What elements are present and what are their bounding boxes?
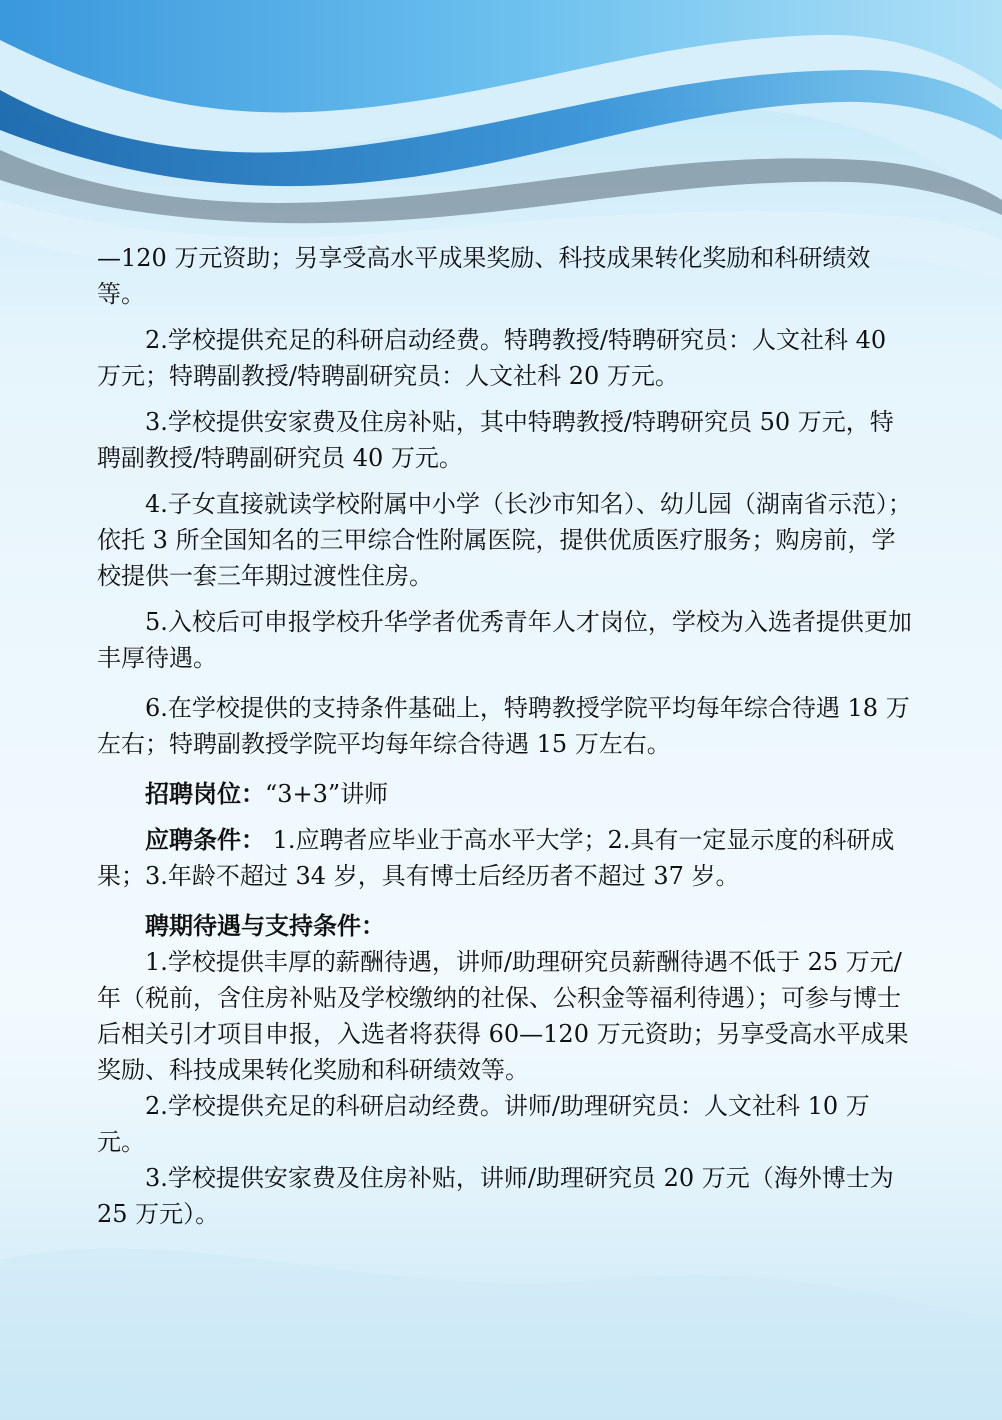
benefit-a-4: 4.子女直接就读学校附属中小学（长沙市知名）、幼儿园（湖南省示范）；依托 3 所全国知名的三甲综合性附属医院，提供优质医疗服务；购房前，学校提供一套三年期过渡性住房。 — [97, 490, 912, 590]
conditions-paragraph — [97, 822, 917, 894]
benefit-a-3: 3.学校提供安家费及住房补贴，其中特聘教授/特聘研究员 50 万元，特聘副教授/特聘副研究员 40 万元。 — [97, 408, 894, 472]
position-line — [97, 776, 917, 812]
conditions-label: 应聘条件： — [145, 826, 265, 854]
position-label: 招聘岗位： — [145, 780, 265, 808]
benefit-b-2: 2.学校提供充足的科研启动经费。讲师/助理研究员：人文社科 10 万元。 — [97, 1092, 870, 1156]
benefit-a-5: 5.入校后可申报学校升华学者优秀青年人才岗位，学校为入选者提供更加丰厚待遇。 — [97, 608, 912, 672]
benefit-b-3: 3.学校提供安家费及住房补贴，讲师/助理研究员 20 万元（海外博士为 25 万元）。 — [97, 1164, 894, 1228]
benefit-b-1: 1.学校提供丰厚的薪酬待遇，讲师/助理研究员薪酬待遇不低于 25 万元/年（税前，含住房补贴及学校缴纳的社保、公积金等福利待遇）；可参与博士后相关引才项目申报，入选者将获得 60—120 万元资助；另享受高水平成果奖励、科技成果转化奖励和科研绩效等。 — [97, 948, 909, 1084]
document-body — [97, 240, 917, 1232]
benefit-a-2: 2.学校提供充足的科研启动经费。特聘教授/特聘研究员：人文社科 40 万元；特聘副教授/特聘副研究员：人文社科 20 万元。 — [97, 326, 887, 390]
position-value: “3+3”讲师 — [265, 780, 389, 808]
lead-paragraph: —120 万元资助；另享受高水平成果奖励、科技成果转化奖励和科研绩效等。 — [97, 244, 871, 308]
benefit-a-6: 6.在学校提供的支持条件基础上，特聘教授学院平均每年综合待遇 18 万左右；特聘副教授学院平均每年综合待遇 15 万左右。 — [97, 694, 910, 758]
conditions-value: 1.应聘者应毕业于高水平大学；2.具有一定显示度的科研成果；3.年龄不超过 34 岁，具有博士后经历者不超过 37 岁。 — [97, 826, 895, 890]
benefits-heading: 聘期待遇与支持条件： — [145, 912, 385, 940]
